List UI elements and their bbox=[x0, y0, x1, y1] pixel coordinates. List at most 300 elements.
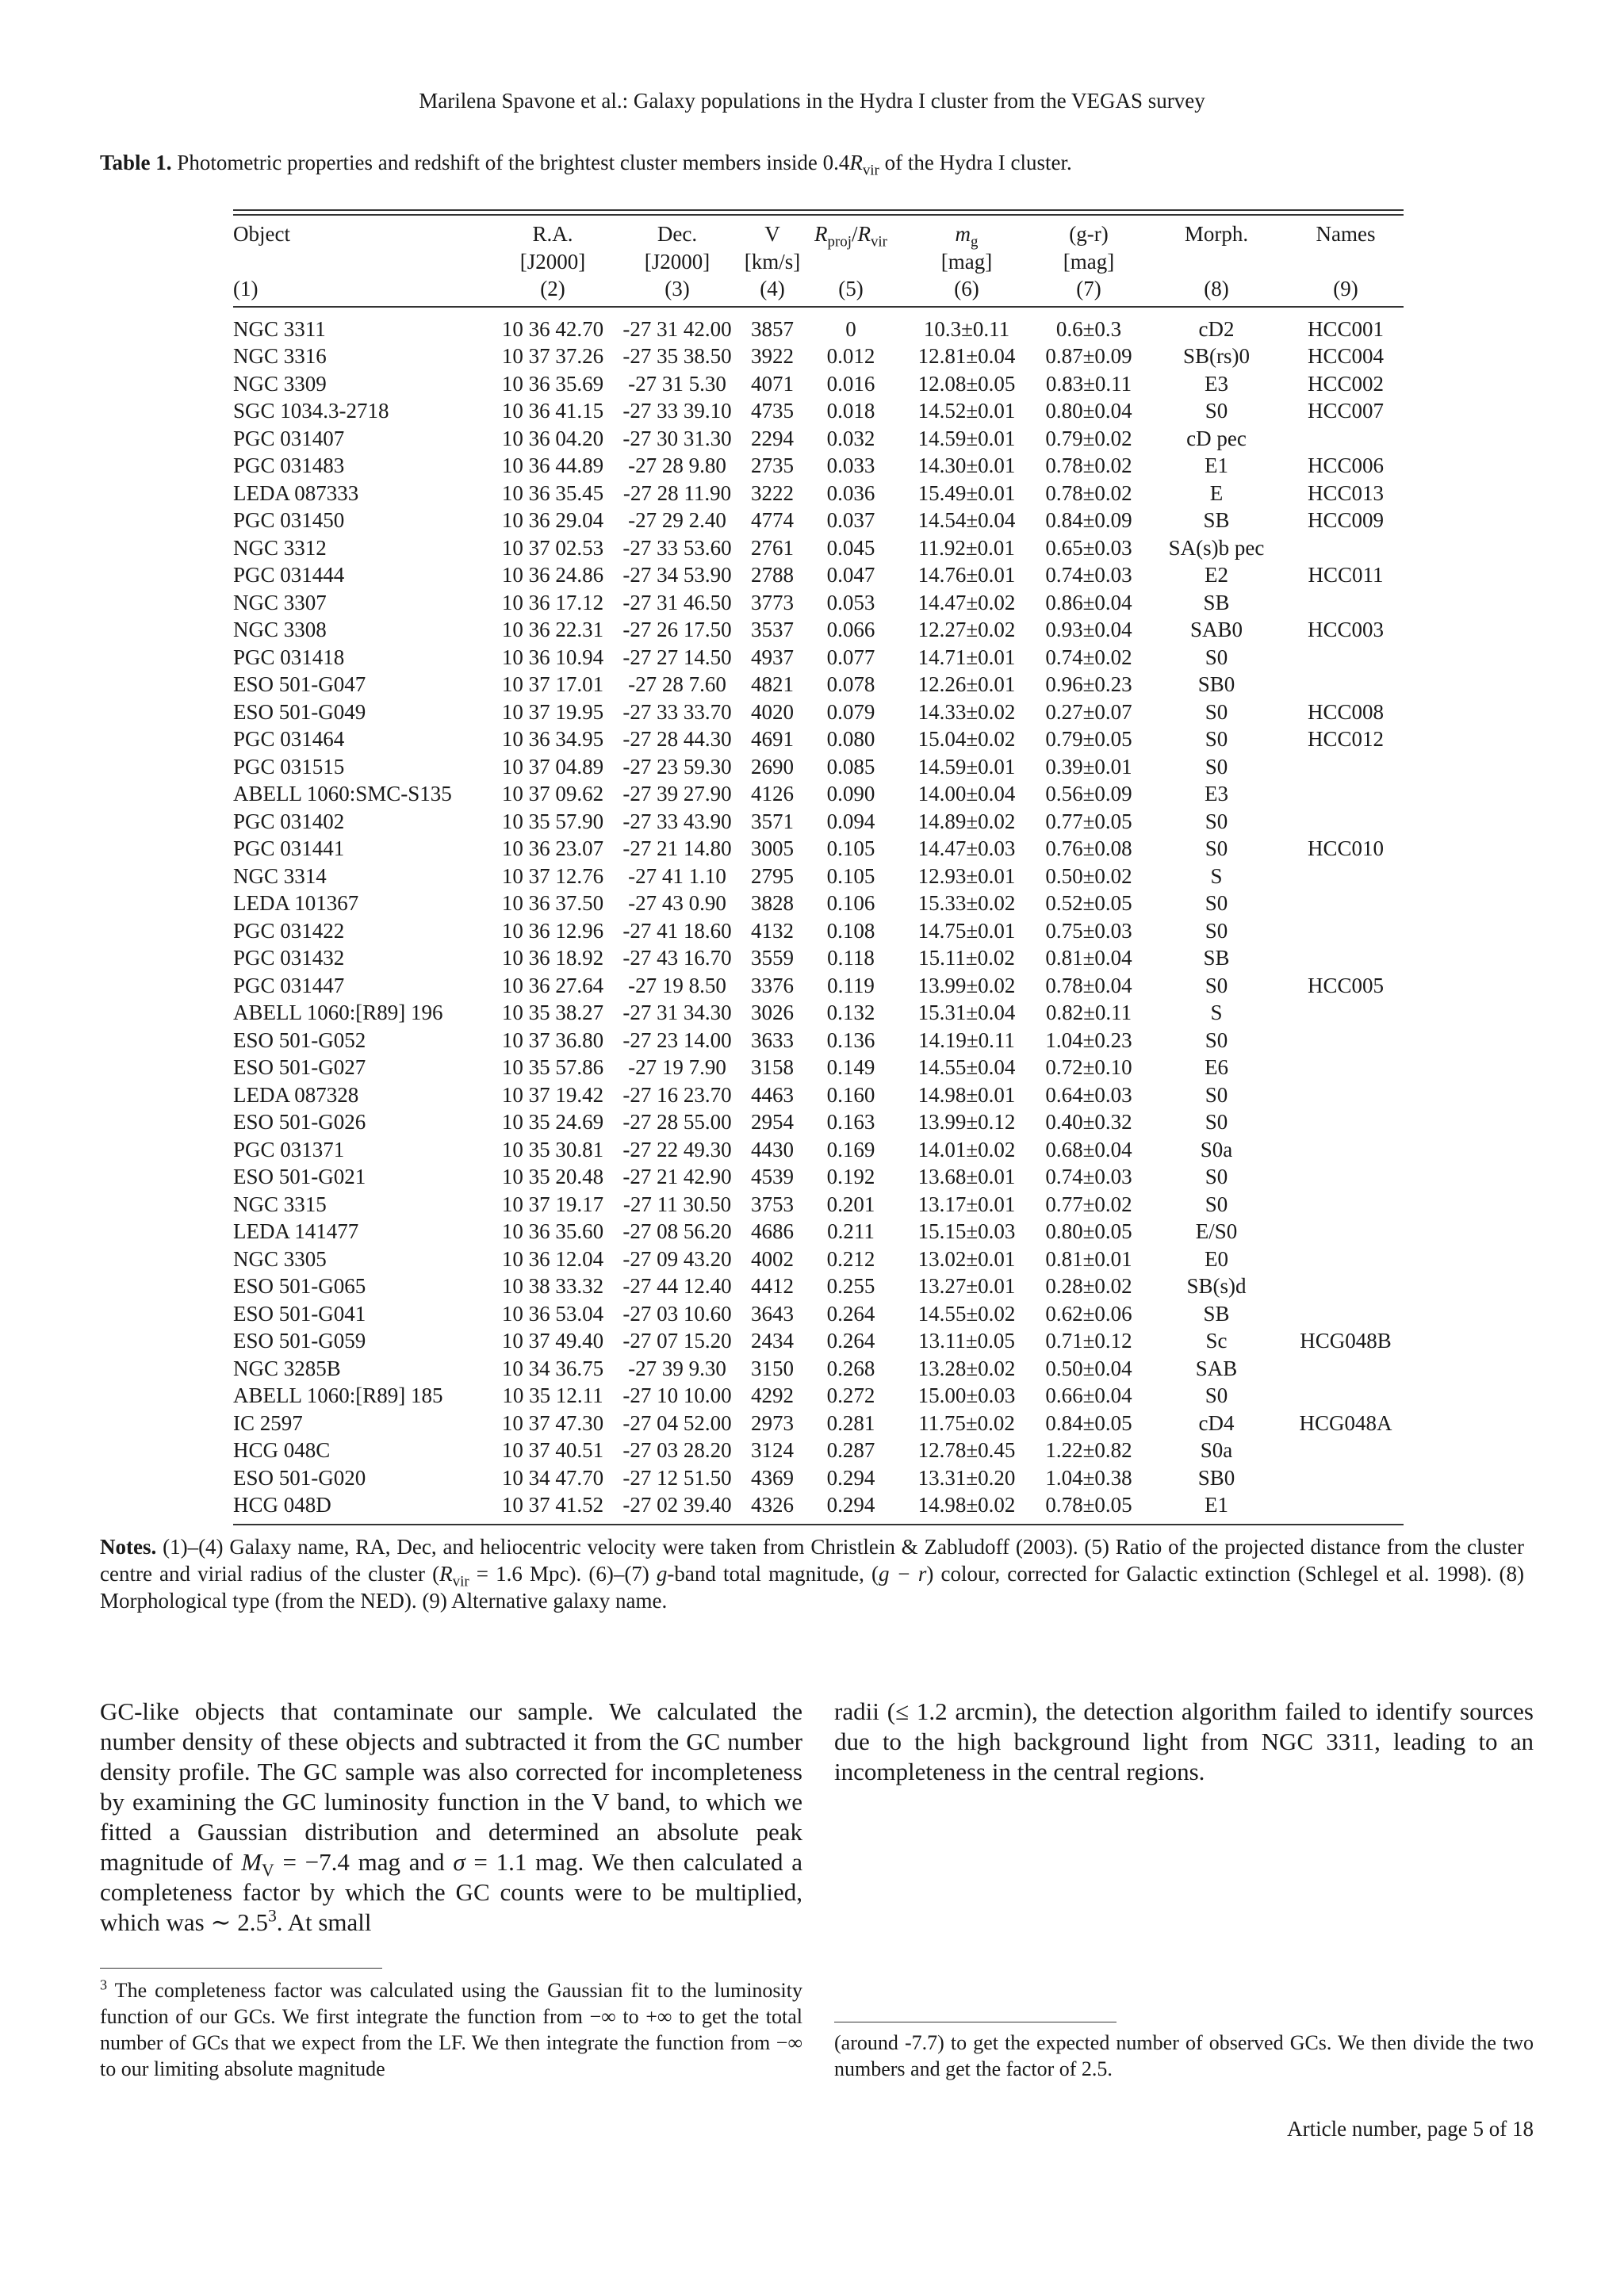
notes-label: Notes. bbox=[100, 1535, 157, 1559]
table-row bbox=[233, 999, 1404, 1027]
cell-velocity: 4463 bbox=[751, 1082, 794, 1107]
cell-color: 0.52±0.05 bbox=[1045, 891, 1132, 915]
cell-color: 0.40±0.32 bbox=[1045, 1110, 1132, 1134]
table-row bbox=[233, 1272, 1404, 1300]
cell-dec: -27 34 53.90 bbox=[622, 563, 732, 587]
col-number: (4) bbox=[744, 275, 801, 307]
cell-ra: 10 38 33.32 bbox=[501, 1274, 604, 1298]
table-row bbox=[233, 480, 1404, 507]
cell-names: HCC012 bbox=[1307, 727, 1385, 751]
cell-names bbox=[1288, 999, 1404, 1027]
cell-ra: 10 37 19.17 bbox=[501, 1192, 604, 1216]
cell-ra: 10 36 42.70 bbox=[501, 316, 604, 341]
cell-morph: S0 bbox=[1205, 1110, 1228, 1134]
cell-dec: -27 10 10.00 bbox=[622, 1383, 732, 1407]
cell-mg: 14.47±0.03 bbox=[917, 836, 1016, 860]
table-caption bbox=[100, 151, 1527, 179]
table-row bbox=[233, 1081, 1404, 1109]
cell-dec: -27 44 12.40 bbox=[622, 1274, 732, 1298]
cell-names: HCC006 bbox=[1307, 453, 1385, 477]
cell-object: PGC 031371 bbox=[233, 1137, 345, 1161]
cell-object: PGC 031422 bbox=[233, 918, 345, 943]
cell-mg: 13.11±0.05 bbox=[918, 1329, 1015, 1353]
table-row bbox=[233, 835, 1404, 863]
cell-mg: 12.93±0.01 bbox=[917, 863, 1016, 888]
cell-mg: 14.59±0.01 bbox=[917, 426, 1016, 450]
cell-dec: -27 11 30.50 bbox=[622, 1192, 732, 1216]
photometry-table-wrap bbox=[233, 209, 1404, 1525]
cell-velocity: 2294 bbox=[751, 426, 794, 450]
cell-rproj: 0.033 bbox=[826, 453, 875, 477]
header-names: Names bbox=[1316, 222, 1376, 246]
cell-velocity: 4126 bbox=[751, 782, 794, 806]
cell-rproj: 0.287 bbox=[826, 1438, 875, 1462]
table-row bbox=[233, 890, 1404, 917]
cell-ra: 10 36 17.12 bbox=[501, 590, 604, 614]
cell-morph: S0 bbox=[1205, 891, 1228, 915]
table-row bbox=[233, 1108, 1404, 1136]
cell-velocity: 2973 bbox=[751, 1410, 794, 1435]
cell-morph: S0a bbox=[1200, 1438, 1233, 1462]
cell-rproj: 0.264 bbox=[826, 1301, 875, 1326]
cell-velocity: 4002 bbox=[751, 1246, 794, 1271]
body-left-text-1: GC-like objects that contaminate our sample. We calculated the number density of these objects and subtracted it from the GC number density profile. The GC sample was also corrected for incompleteness by examining the GC luminosity function in the V band, to which we fitted a Gaussian distribution and determined an absolute peak magnitude of bbox=[100, 1697, 802, 1876]
cell-rproj: 0.108 bbox=[826, 918, 875, 943]
table-row bbox=[233, 698, 1404, 726]
cell-color: 0.62±0.06 bbox=[1045, 1301, 1132, 1326]
cell-morph: SB(s)d bbox=[1186, 1274, 1247, 1298]
header-rproj-slash: / bbox=[851, 222, 858, 246]
cell-morph: SAB bbox=[1195, 1356, 1238, 1380]
cell-color: 0.68±0.04 bbox=[1045, 1137, 1132, 1161]
cell-mg: 14.00±0.04 bbox=[917, 782, 1016, 806]
cell-velocity: 4821 bbox=[751, 672, 794, 696]
cell-color: 0.80±0.04 bbox=[1045, 399, 1132, 423]
cell-color: 0.77±0.02 bbox=[1045, 1192, 1132, 1216]
table-row bbox=[233, 1191, 1404, 1219]
col-number: (9) bbox=[1288, 275, 1404, 307]
cell-color: 0.72±0.10 bbox=[1045, 1055, 1132, 1079]
cell-color: 0.96±0.23 bbox=[1045, 672, 1132, 696]
header-rproj-sub: proj bbox=[827, 233, 852, 251]
cell-morph: S0 bbox=[1205, 754, 1228, 779]
header-ra: R.A. bbox=[532, 222, 573, 246]
cell-velocity: 3922 bbox=[751, 344, 794, 368]
footnote-ref[interactable]: 3 bbox=[267, 1906, 277, 1926]
cell-rproj: 0.047 bbox=[826, 563, 875, 587]
cell-dec: -27 43 16.70 bbox=[622, 946, 732, 970]
table-row bbox=[233, 452, 1404, 480]
cell-ra: 10 37 17.01 bbox=[501, 672, 604, 696]
cell-velocity: 3857 bbox=[751, 316, 794, 341]
cell-dec: -27 41 1.10 bbox=[628, 863, 726, 888]
cell-mg: 13.99±0.02 bbox=[917, 973, 1016, 997]
cell-mg: 14.01±0.02 bbox=[917, 1137, 1016, 1161]
cell-velocity: 4937 bbox=[751, 645, 794, 669]
table-row bbox=[233, 725, 1404, 753]
cell-morph: E6 bbox=[1205, 1055, 1228, 1079]
cell-dec: -27 23 59.30 bbox=[622, 754, 732, 779]
cell-mg: 15.11±0.02 bbox=[918, 946, 1015, 970]
cell-names bbox=[1288, 589, 1404, 617]
cell-names bbox=[1288, 808, 1404, 836]
cell-mg: 13.17±0.01 bbox=[917, 1192, 1016, 1216]
cell-color: 0.50±0.04 bbox=[1045, 1356, 1132, 1380]
header-morph: Morph. bbox=[1184, 222, 1249, 246]
cell-names bbox=[1288, 917, 1404, 945]
cell-color: 0.75±0.03 bbox=[1045, 918, 1132, 943]
cell-morph: cD2 bbox=[1198, 316, 1235, 341]
cell-velocity: 3773 bbox=[751, 590, 794, 614]
cell-mg: 13.99±0.12 bbox=[917, 1110, 1016, 1134]
cell-morph: E2 bbox=[1205, 563, 1228, 587]
page-footer: Article number, page 5 of 18 bbox=[1287, 2117, 1534, 2141]
cell-mg: 15.04±0.02 bbox=[917, 727, 1016, 751]
cell-velocity: 2761 bbox=[751, 535, 794, 560]
table-row bbox=[233, 370, 1404, 398]
cell-object: ABELL 1060:[R89] 185 bbox=[233, 1383, 443, 1407]
cell-names: HCC010 bbox=[1307, 836, 1385, 860]
cell-velocity: 4539 bbox=[751, 1165, 794, 1188]
unit-color: [mag] bbox=[1063, 249, 1115, 274]
cell-color: 0.78±0.04 bbox=[1045, 973, 1132, 997]
header-rvir-sub: vir bbox=[870, 233, 887, 251]
cell-names: HCG048A bbox=[1299, 1410, 1392, 1435]
cell-rproj: 0.105 bbox=[826, 863, 875, 888]
cell-rproj: 0.077 bbox=[826, 645, 875, 669]
cell-names bbox=[1288, 1054, 1404, 1081]
header-mg-m: m bbox=[955, 222, 971, 246]
cell-ra: 10 37 49.40 bbox=[501, 1329, 604, 1353]
cell-rproj: 0.105 bbox=[826, 836, 875, 860]
cell-dec: -27 19 8.50 bbox=[628, 973, 726, 997]
cell-ra: 10 36 27.64 bbox=[501, 973, 604, 997]
cell-object: ESO 501-G020 bbox=[233, 1465, 366, 1490]
table-row bbox=[233, 1327, 1404, 1355]
cell-velocity: 4369 bbox=[751, 1465, 794, 1490]
cell-names bbox=[1288, 1464, 1404, 1492]
cell-rproj: 0.106 bbox=[826, 891, 875, 915]
cell-color: 0.87±0.09 bbox=[1045, 344, 1132, 368]
cell-morph: E1 bbox=[1145, 1491, 1288, 1525]
cell-rproj: 0.036 bbox=[826, 480, 875, 505]
cell-velocity: 4071 bbox=[751, 371, 794, 396]
cell-color: 0.74±0.03 bbox=[1045, 1165, 1132, 1188]
cell-ra: 10 34 47.70 bbox=[501, 1465, 604, 1490]
cell-names bbox=[1288, 1272, 1404, 1300]
cell-morph: SB(rs)0 bbox=[1182, 344, 1250, 368]
photometry-table bbox=[233, 216, 1404, 1525]
cell-object: PGC 031483 bbox=[233, 453, 345, 477]
cell-rproj: 0.094 bbox=[826, 809, 875, 833]
footnote-rule-left bbox=[100, 1968, 382, 1969]
cell-morph: E1 bbox=[1205, 453, 1228, 477]
cell-rproj: 0.212 bbox=[826, 1246, 875, 1271]
cell-names: HCC011 bbox=[1308, 563, 1384, 587]
cell-names bbox=[1288, 1163, 1404, 1191]
unit-velocity: [km/s] bbox=[744, 249, 801, 274]
cell-morph: SB0 bbox=[1197, 1465, 1235, 1490]
table-row bbox=[233, 1218, 1404, 1246]
body-left-m-sub: V bbox=[262, 1861, 274, 1881]
cell-mg: 14.75±0.01 bbox=[917, 918, 1016, 943]
notes-gr: g − r bbox=[878, 1562, 927, 1586]
cell-rproj: 0.255 bbox=[826, 1274, 875, 1298]
table-row bbox=[233, 1054, 1404, 1081]
cell-mg: 15.15±0.03 bbox=[917, 1219, 1016, 1243]
notes-r: R bbox=[439, 1562, 453, 1586]
caption-label: Table 1. bbox=[100, 151, 172, 174]
cell-morph: S0 bbox=[1205, 918, 1228, 943]
cell-ra: 10 36 35.60 bbox=[501, 1219, 604, 1243]
cell-ra: 10 35 38.27 bbox=[501, 1001, 604, 1024]
cell-dec: -27 33 33.70 bbox=[622, 699, 732, 724]
cell-morph: S0 bbox=[1205, 973, 1228, 997]
cell-names: HCC004 bbox=[1307, 344, 1385, 368]
cell-ra: 10 37 41.52 bbox=[495, 1491, 611, 1525]
footnote-right: (around -7.7) to get the expected number of observed GCs. We then divide the two numbers and get the factor of 2.5. bbox=[834, 2031, 1534, 2080]
cell-object: NGC 3305 bbox=[233, 1246, 327, 1271]
cell-morph: SB bbox=[1203, 590, 1230, 614]
cell-object: NGC 3309 bbox=[233, 371, 327, 396]
cell-morph: S0a bbox=[1200, 1137, 1233, 1161]
cell-names: HCC005 bbox=[1307, 973, 1385, 997]
cell-velocity: 4292 bbox=[751, 1383, 794, 1407]
table-row bbox=[233, 944, 1404, 972]
unit-dec: [J2000] bbox=[644, 249, 710, 274]
cell-rproj: 0.032 bbox=[826, 426, 875, 450]
cell-morph: cD4 bbox=[1198, 1410, 1235, 1435]
cell-morph: S0 bbox=[1205, 1165, 1228, 1188]
cell-object: NGC 3311 bbox=[233, 316, 326, 341]
cell-ra: 10 35 24.69 bbox=[501, 1110, 604, 1134]
cell-rproj: 0.053 bbox=[826, 590, 875, 614]
cell-names: HCC003 bbox=[1307, 618, 1385, 641]
cell-names bbox=[1288, 1382, 1404, 1410]
table-row bbox=[233, 972, 1404, 1000]
cell-dec: -27 39 27.90 bbox=[622, 782, 732, 806]
cell-dec: -27 30 31.30 bbox=[622, 426, 732, 450]
cell-color: 0.81±0.04 bbox=[1045, 946, 1132, 970]
cell-dec: -27 12 51.50 bbox=[622, 1465, 732, 1490]
table-row bbox=[233, 671, 1404, 698]
cell-color: 0.83±0.11 bbox=[1045, 371, 1132, 396]
cell-mg: 14.19±0.11 bbox=[918, 1027, 1015, 1052]
cell-morph: S0 bbox=[1205, 1192, 1228, 1216]
cell-dec: -27 33 39.10 bbox=[622, 399, 732, 423]
header-mg-sub: g bbox=[971, 233, 979, 251]
cell-dec: -27 02 39.40 bbox=[611, 1491, 744, 1525]
cell-ra: 10 37 19.42 bbox=[501, 1082, 604, 1107]
cell-velocity: 2690 bbox=[751, 754, 794, 779]
cell-object: ESO 501-G026 bbox=[233, 1110, 366, 1134]
cell-names bbox=[1288, 780, 1404, 808]
cell-rproj: 0.136 bbox=[826, 1027, 875, 1052]
table-row bbox=[233, 1246, 1404, 1273]
table-row bbox=[233, 644, 1404, 672]
cell-velocity: 3150 bbox=[751, 1356, 794, 1380]
cell-rproj: 0.066 bbox=[826, 618, 875, 641]
cell-names bbox=[1288, 1355, 1404, 1383]
cell-rproj: 0.078 bbox=[826, 672, 875, 696]
cell-names bbox=[1288, 1136, 1404, 1164]
cell-color: 0.28±0.02 bbox=[1045, 1274, 1132, 1298]
cell-morph: S0 bbox=[1205, 1027, 1228, 1052]
cell-names: HCC007 bbox=[1307, 399, 1385, 423]
cell-velocity: 2434 bbox=[751, 1329, 794, 1353]
cell-object: PGC 031515 bbox=[233, 754, 345, 779]
cell-ra: 10 36 29.04 bbox=[501, 508, 604, 532]
cell-names bbox=[1288, 890, 1404, 917]
cell-mg: 13.31±0.20 bbox=[917, 1465, 1016, 1490]
cell-names bbox=[1288, 1437, 1404, 1464]
cell-object: PGC 031450 bbox=[233, 508, 345, 532]
cell-morph: S0 bbox=[1205, 809, 1228, 833]
cell-object: ESO 501-G047 bbox=[233, 672, 366, 696]
cell-dec: -27 26 17.50 bbox=[622, 618, 732, 641]
cell-dec: -27 21 42.90 bbox=[622, 1165, 732, 1188]
cell-velocity: 4691 bbox=[751, 727, 794, 751]
cell-dec: -27 39 9.30 bbox=[628, 1356, 726, 1380]
cell-velocity: 3124 bbox=[751, 1438, 794, 1462]
cell-rproj: 0.294 bbox=[801, 1491, 901, 1525]
cell-mg: 12.78±0.45 bbox=[917, 1438, 1016, 1462]
notes-g: g bbox=[656, 1562, 668, 1586]
cell-object: ESO 501-G059 bbox=[233, 1329, 366, 1353]
cell-ra: 10 36 35.45 bbox=[501, 480, 604, 505]
cell-names: HCC002 bbox=[1307, 371, 1385, 396]
cell-rproj: 0.016 bbox=[826, 371, 875, 396]
cell-mg: 13.02±0.01 bbox=[917, 1246, 1016, 1271]
cell-velocity: 4020 bbox=[751, 699, 794, 724]
unit-mg: [mag] bbox=[940, 249, 993, 274]
cell-names: HCC009 bbox=[1307, 508, 1385, 532]
body-right-column: radii (≤ 1.2 arcmin), the detection algorithm failed to identify sources due to the high background light from NGC 3311, leading to an incompleteness in the central regions. bbox=[834, 1697, 1534, 1785]
notes-text-1: (1)–(4) Galaxy name, RA, Dec, and heliocentric velocity were taken from Christlein & Zabludoff (2003). (5) Ratio of the projected distance from the cluster centre and virial radius of the cluster ( bbox=[100, 1535, 1524, 1586]
cell-color: 0.79±0.05 bbox=[1045, 727, 1132, 751]
cell-object: PGC 031464 bbox=[233, 727, 345, 751]
cell-object: PGC 031432 bbox=[233, 946, 345, 970]
header-velocity: V bbox=[764, 222, 780, 246]
cell-mg: 14.98±0.02 bbox=[901, 1491, 1032, 1525]
cell-object: ESO 501-G065 bbox=[233, 1274, 366, 1298]
cell-rproj: 0 bbox=[845, 316, 856, 341]
cell-ra: 10 36 12.96 bbox=[501, 918, 604, 943]
cell-dec: -27 03 28.20 bbox=[622, 1438, 732, 1462]
cell-rproj: 0.211 bbox=[827, 1219, 875, 1243]
cell-names bbox=[1288, 1027, 1404, 1054]
cell-color: 0.50±0.02 bbox=[1045, 863, 1132, 888]
cell-object: NGC 3308 bbox=[233, 618, 327, 641]
table-row bbox=[233, 1410, 1404, 1437]
caption-text: Photometric properties and redshift of the brightest cluster members inside 0.4 bbox=[177, 151, 850, 174]
table-row bbox=[233, 1163, 1404, 1191]
cell-velocity: 4132 bbox=[751, 918, 794, 943]
cell-velocity: 3571 bbox=[751, 809, 794, 833]
cell-rproj: 0.090 bbox=[826, 782, 875, 806]
cell-dec: -27 33 43.90 bbox=[622, 809, 732, 833]
table-row bbox=[233, 507, 1404, 534]
cell-color: 0.76±0.08 bbox=[1045, 836, 1132, 860]
cell-ra: 10 35 20.48 bbox=[501, 1165, 604, 1188]
cell-dec: -27 28 55.00 bbox=[622, 1110, 732, 1134]
cell-object: PGC 031402 bbox=[233, 809, 345, 833]
cell-morph: S bbox=[1210, 863, 1223, 888]
cell-ra: 10 36 34.95 bbox=[501, 727, 604, 751]
cell-ra: 10 36 22.31 bbox=[501, 618, 604, 641]
cell-object: ESO 501-G021 bbox=[233, 1165, 366, 1188]
cell-ra: 10 37 19.95 bbox=[501, 699, 604, 724]
cell-rproj: 0.012 bbox=[826, 344, 875, 368]
cell-mg: 14.55±0.04 bbox=[917, 1055, 1016, 1079]
cell-names bbox=[1288, 671, 1404, 698]
cell-dec: -27 28 11.90 bbox=[622, 480, 732, 505]
table-row bbox=[233, 863, 1404, 890]
cell-dec: -27 19 7.90 bbox=[628, 1055, 726, 1079]
footnote-left-text: The completeness factor was calculated using the Gaussian fit to the luminosity function of our GCs. We first integrate the function from −∞ to +∞ to get the total number of GCs that we expect from the LF. We then integrate the function from −∞ to our limiting absolute magnitude bbox=[100, 1979, 802, 2080]
cell-names bbox=[1288, 1191, 1404, 1219]
table-row bbox=[233, 589, 1404, 617]
cell-dec: -27 31 34.30 bbox=[622, 1001, 732, 1024]
cell-dec: -27 31 42.00 bbox=[622, 316, 732, 341]
cell-ra: 10 36 23.07 bbox=[501, 836, 604, 860]
cell-ra: 10 37 47.30 bbox=[501, 1410, 604, 1435]
cell-morph: SB bbox=[1203, 946, 1230, 970]
cell-rproj: 0.119 bbox=[827, 973, 875, 997]
cell-object: ESO 501-G052 bbox=[233, 1027, 366, 1052]
cell-rproj: 0.079 bbox=[826, 699, 875, 724]
cell-object: LEDA 087333 bbox=[233, 480, 359, 505]
cell-rproj: 0.294 bbox=[826, 1465, 875, 1490]
col-number: (2) bbox=[495, 275, 611, 307]
cell-velocity: 2795 bbox=[751, 863, 794, 888]
cell-mg: 12.81±0.04 bbox=[917, 344, 1016, 368]
cell-ra: 10 37 04.89 bbox=[501, 754, 604, 779]
cell-names: HCG048B bbox=[1300, 1329, 1392, 1353]
cell-object: ABELL 1060:[R89] 196 bbox=[233, 1001, 443, 1024]
cell-object: PGC 031407 bbox=[233, 426, 345, 450]
cell-object: PGC 031447 bbox=[233, 973, 345, 997]
cell-color: 0.64±0.03 bbox=[1045, 1082, 1132, 1107]
cell-object: LEDA 141477 bbox=[233, 1219, 359, 1243]
cell-mg: 12.27±0.02 bbox=[917, 618, 1016, 641]
col-number: (7) bbox=[1032, 275, 1145, 307]
cell-object: PGC 031441 bbox=[233, 836, 345, 860]
table-row bbox=[233, 753, 1404, 781]
table-row bbox=[233, 1464, 1404, 1492]
body-left-column bbox=[100, 1697, 802, 1938]
cell-mg: 14.52±0.01 bbox=[917, 399, 1016, 423]
cell-morph: S0 bbox=[1205, 1383, 1228, 1407]
cell-dec: -27 27 14.50 bbox=[622, 645, 732, 669]
cell-mg: 15.49±0.01 bbox=[917, 480, 1016, 505]
cell-rproj: 0.037 bbox=[826, 508, 875, 532]
table-row bbox=[233, 616, 1404, 644]
cell-color: 0.78±0.05 bbox=[1032, 1491, 1145, 1525]
cell-ra: 10 36 18.92 bbox=[501, 946, 604, 970]
caption-text-end: of the Hydra I cluster. bbox=[879, 151, 1072, 174]
cell-rproj: 0.149 bbox=[826, 1055, 875, 1079]
notes-text-4: ) colour, corrected for Galactic extinction (Schlegel et al. 1998). (8) Morphological type (from the NED). (9) Alternative galaxy name. bbox=[100, 1562, 1524, 1613]
cell-mg: 14.89±0.02 bbox=[917, 809, 1016, 833]
cell-morph: E3 bbox=[1205, 371, 1228, 396]
cell-morph: E bbox=[1209, 480, 1224, 505]
cell-rproj: 0.080 bbox=[826, 727, 875, 751]
cell-object: NGC 3314 bbox=[233, 863, 327, 888]
cell-rproj: 0.201 bbox=[826, 1192, 875, 1216]
table-row bbox=[233, 1437, 1404, 1464]
cell-names: HCC001 bbox=[1307, 316, 1385, 341]
